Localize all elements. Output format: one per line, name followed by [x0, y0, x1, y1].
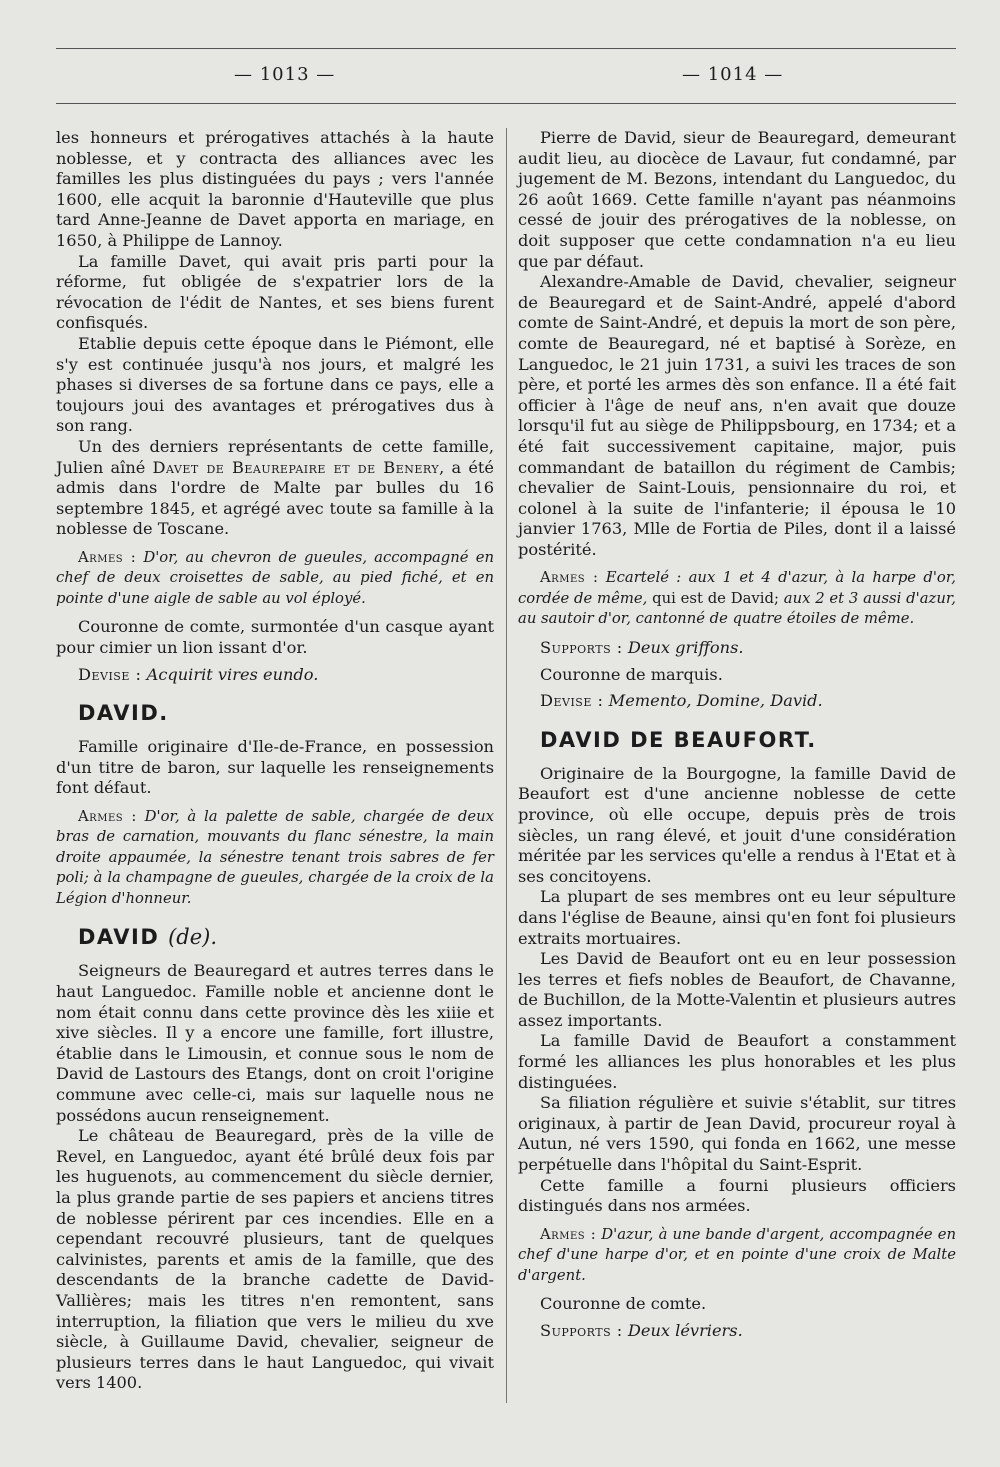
armes-label: Armes : [540, 569, 599, 587]
couronne: Couronne de comte, surmontée d'un casque ayant pour cimier un lion issant d'or. [56, 617, 494, 657]
header-rule [56, 103, 956, 104]
paragraph: La famille Davet, qui avait pris parti pour la réforme, fut obligée de s'expatrier lors de la révocation de l'édit de Nantes, et ses biens furent confisqués. [56, 251, 494, 333]
entry-title-david: DAVID. [78, 701, 169, 726]
blazon-text: qui est de David; [647, 589, 784, 607]
supports-text: Deux lévriers. [627, 1320, 743, 1340]
title-text: DAVID [78, 925, 160, 950]
couronne: Couronne de marquis. [540, 664, 723, 684]
page-number-right: — 1014 — [682, 64, 784, 85]
text-run: , a été admis dans l'ordre de Malte par bulles du 16 septembre 1845, et agrégé avec toute sa famille à la noblesse de Toscane. [56, 457, 494, 539]
left-column [56, 128, 494, 1394]
supports-label: Supports : [540, 637, 623, 657]
armes-blazon [518, 1225, 956, 1287]
page-number-left: — 1013 — [234, 64, 336, 85]
devise-label: Devise : [78, 664, 142, 684]
text-run: Un des derniers représentants de cette famille, Julien aîné [56, 436, 494, 477]
blazon-text: D'or, à la palette de sable, chargée de deux bras de carnation, mouvants du flanc sénestre, la main droite appaumée, la sénestre tenant trois sabres de fer poli; à la champagne de gueules, chargée de la croix de la Légion d'honneur. [56, 807, 494, 907]
blazon-text: aux 2 et 3 aussi d'azur, au sautoir d'or, cantonné de quatre étoiles de même. [518, 589, 957, 628]
right-column [518, 128, 956, 1342]
paragraph [56, 437, 494, 540]
paragraph: Famille originaire d'Ile-de-France, en possession d'un titre de baron, sur laquelle les renseignements font défaut. [56, 737, 494, 798]
paragraph: La famille David de Beaufort a constamment formé les alliances les plus honorables et les plus distinguées. [518, 1031, 956, 1092]
paragraph: La plupart de ses membres ont eu leur sépulture dans l'église de Beaune, ainsi qu'en font foi plusieurs extraits mortuaires. [518, 887, 956, 948]
paragraph: Cette famille a fourni plusieurs officiers distingués dans nos armées. [518, 1175, 956, 1216]
armes-blazon [56, 807, 494, 910]
armes-label: Armes : [78, 548, 137, 566]
entry-title-david-de [78, 925, 494, 949]
devise [518, 691, 956, 712]
blazon-text: D'azur, à une bande d'argent, accompagnée en chef d'une harpe d'or, et en pointe d'une croix de Malte d'argent. [518, 1225, 956, 1284]
supports-label: Supports : [540, 1320, 623, 1340]
devise [56, 665, 494, 686]
armes-label: Armes : [540, 1225, 597, 1243]
column-divider [506, 128, 507, 1403]
blazon-text: Ecartelé : aux 1 et 4 d'azur, à la harpe d'or, cordée de même, [518, 569, 956, 607]
top-rule [56, 48, 956, 49]
armes-blazon [518, 568, 956, 630]
devise-text: Acquirit vires eundo. [146, 664, 319, 684]
paragraph: Originaire de la Bourgogne, la famille David de Beaufort est d'une ancienne noblesse de cette province, où elle occupe, depuis près de trois siècles, un rang élevé, et jouit d'une considération méritée par les services qu'elle a rendus à l'Etat et à ses concitoyens. [518, 763, 956, 886]
paragraph: Pierre de David, sieur de Beauregard, demeurant audit lieu, au diocèce de Lavaur, fut condamné, par jugement de M. Bezons, intendant du Languedoc, du 26 août 1669. Cette famille n'ayant pas néanmoins cessé de jouir des prérogatives de la noblesse, on doit supposer que cette condamnation n'a eu lieu que par défaut. [518, 128, 956, 271]
paragraph: Seigneurs de Beauregard et autres terres dans le haut Languedoc. Famille noble et ancienne dont le nom était connu dans cette province dès les xiiie et xive siècles. Il y a encore une famille, fort illustre, établie dans le Limousin, et connue sous le nom de David de Lastours des Etangs, dont on croit l'origine commune avec celle-ci, mais sur laquelle nous ne possédons aucun renseignement. [56, 961, 494, 1125]
entry-title-david-de-beaufort: DAVID DE BEAUFORT. [540, 727, 817, 752]
paragraph: Sa filiation régulière et suivie s'établit, sur titres originaux, à partir de Jean David, procureur royal à Autun, né vers 1590, qui fonda en 1662, une messe perpétuelle dans l'hôpital du Saint-Esprit. [518, 1093, 956, 1175]
paragraph: Le château de Beauregard, près de la ville de Revel, en Languedoc, ayant été brûlé deux fois par les huguenots, au commencement du siècle dernier, la plus grande partie de ses papiers et anciens titres de noblesse périrent par ces incendies. Elle en a cependant recouvré plusieurs, tant de quelques calvinistes, parents et amis de la famille, que des descendants de la branche cadette de David-Vallières; mais les titres n'en remontent, sans interruption, la filiation que vers le milieu du xve siècle, à Guillaume David, chevalier, seigneur de plusieurs terres dans le haut Languedoc, qui vivait vers 1400. [56, 1126, 494, 1393]
devise-text: Memento, Domine, David. [608, 691, 823, 711]
paragraph: les honneurs et prérogatives attachés à la haute noblesse, et y contracta des alliances avec les familles les plus distinguées du pays ; vers l'année 1600, elle acquit la baronnie d'Hauteville que plus tard Anne-Jeanne de Davet apporta en mariage, en 1650, à Philippe de Lannoy. [56, 128, 494, 250]
small-caps-name: Davet de Beaurepaire et de Benery [152, 457, 440, 477]
supports-text: Deux griffons. [627, 637, 744, 657]
blazon-text: D'or, au chevron de gueules, accompagné en chef de deux croisettes de sable, au pied fiché, et en pointe d'une aigle de sable au vol éployé. [56, 548, 494, 607]
armes-label: Armes : [78, 807, 137, 825]
couronne: Couronne de comte. [540, 1294, 707, 1314]
armes-blazon [56, 548, 494, 610]
supports [518, 1321, 956, 1342]
devise-label: Devise : [540, 691, 604, 711]
title-particle: (de). [168, 925, 218, 950]
paragraph: Les David de Beaufort ont eu en leur possession les terres et fiefs nobles de Beaufort, de Chavanne, de Buchillon, de la Motte-Valentin et plusieurs autres assez importants. [518, 949, 956, 1030]
supports [518, 638, 956, 659]
paragraph: Etablie depuis cette époque dans le Piémont, elle s'y est continuée jusqu'à nos jours, et malgré les phases si diverses de sa fortune dans ce pays, elle a toujours joui des avantages et prérogatives dus à son rang. [56, 333, 494, 436]
paragraph: Alexandre-Amable de David, chevalier, seigneur de Beauregard et de Saint-André, appelé d'abord comte de Saint-André, et depuis la mort de son père, comte de Beauregard, né et baptisé à Sorèze, en Languedoc, le 21 juin 1731, a suivi les traces de son père, et porté les armes dès son enfance. Il a été fait officier à l'âge de neuf ans, n'en avait que douze lorsqu'il fut au siège de Philippsbourg, en 1734; et a été fait successivement capitaine, major, puis commandant de bataillon du régiment de Cambis; chevalier de Saint-Louis, pensionnaire du roi, et colonel à la suite de l'infanterie; il épousa le 10 janvier 1763, Mlle de Fortia de Piles, dont il a laissé postérité. [518, 272, 956, 559]
